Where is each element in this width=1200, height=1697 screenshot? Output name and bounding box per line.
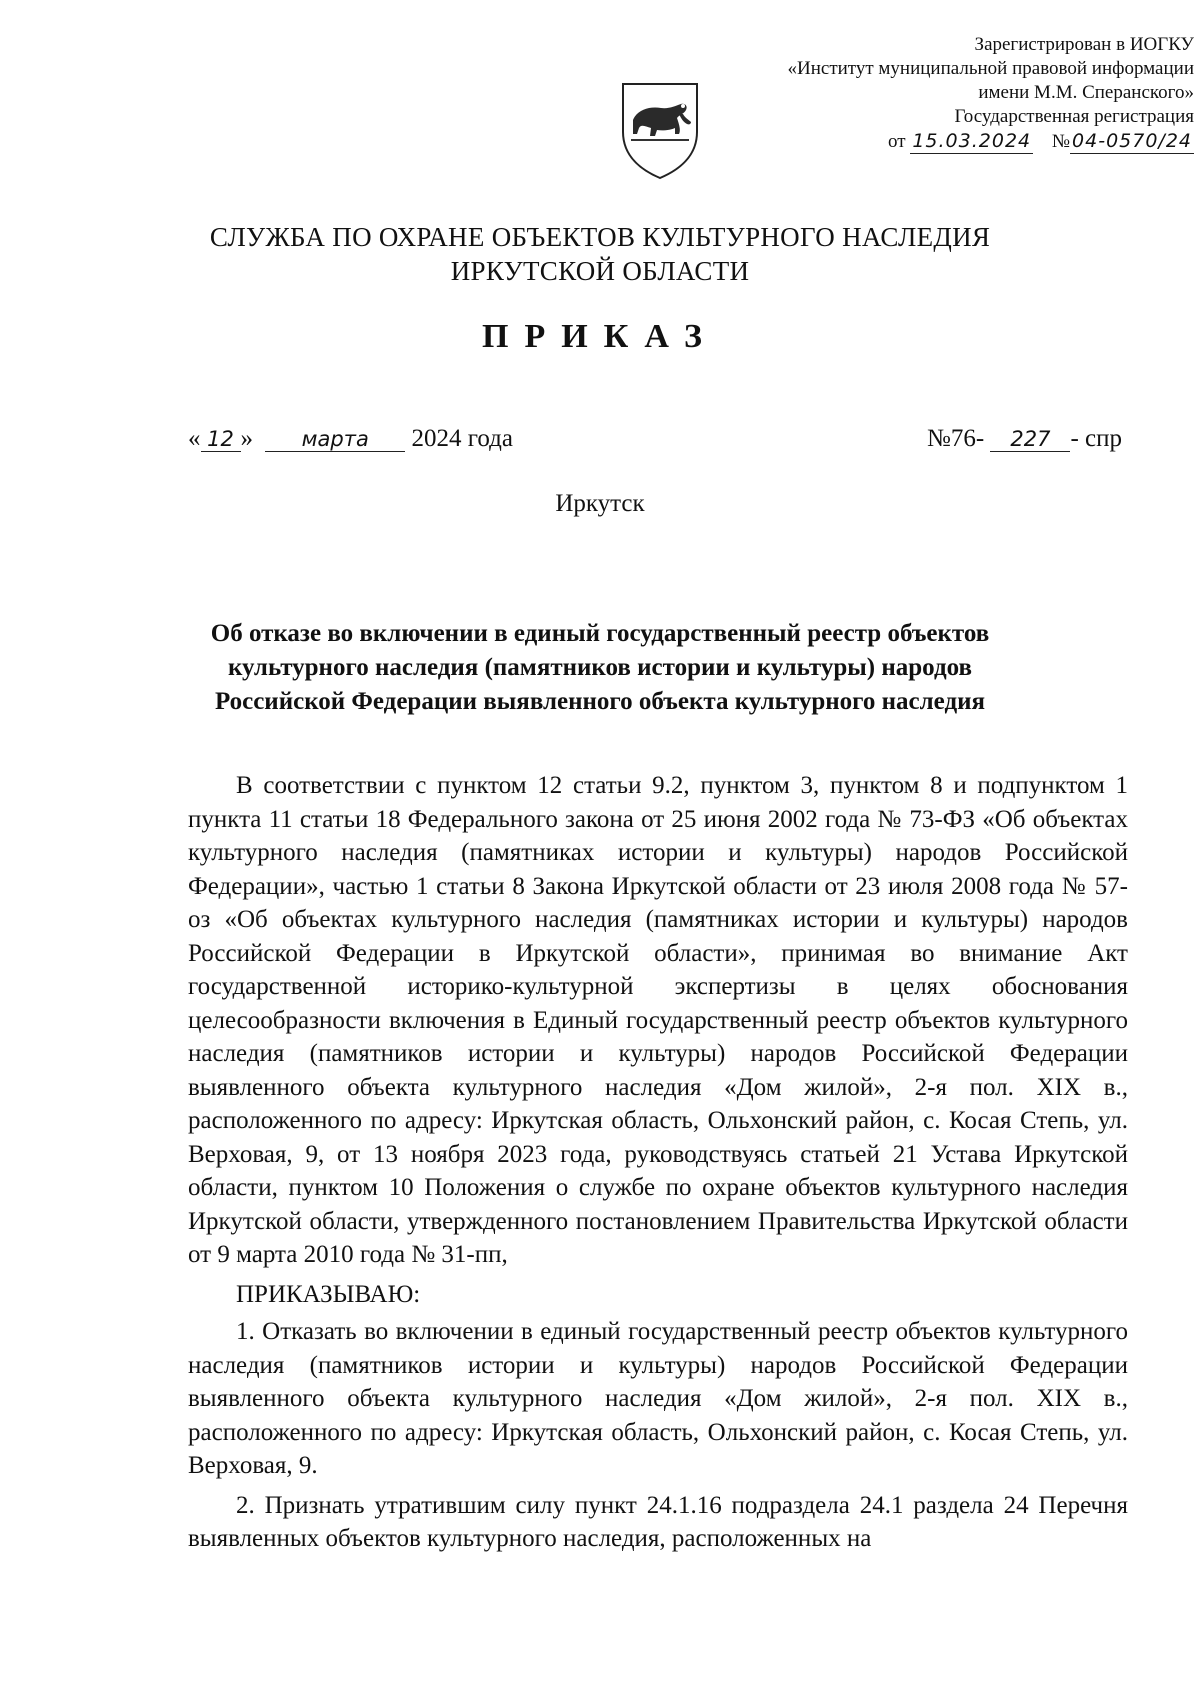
order-body xyxy=(188,769,1128,1556)
registration-line-1: Зарегистрирован в ИОГКУ xyxy=(974,34,1194,55)
document-type-title: ПРИКАЗ xyxy=(482,318,718,355)
organization-name xyxy=(0,220,1200,288)
organization-line-1: СЛУЖБА ПО ОХРАНЕ ОБЪЕКТОВ КУЛЬТУРНОГО НАСЛЕДИЯ xyxy=(209,222,991,252)
order-number xyxy=(927,425,1122,453)
registration-line-4: Государственная регистрация xyxy=(954,106,1194,127)
order-date: « 12 » марта 2024 года xyxy=(188,425,513,452)
order-number-suffix: - спр xyxy=(1070,425,1122,452)
registration-date-line xyxy=(674,129,1194,154)
organization-line-2: ИРКУТСКОЙ ОБЛАСТИ xyxy=(450,256,750,286)
command-word: ПРИКАЗЫВАЮ: xyxy=(236,1280,421,1308)
registration-number: 04-0570/24 xyxy=(1072,130,1192,152)
order-year: 2024 года xyxy=(411,425,513,452)
registration-stamp xyxy=(674,33,1194,154)
order-item-1: 1. Отказать во включении в единый государственный реестр объектов культурного наследия (памятников истории и культуры) народов Российской Федерации выявленного объекта культурного наследия «Дом жилой», 2-я пол. XIX в., расположенного по адресу: Иркутская область, Ольхонский район, с. Косая Степь, ул. Верховая, 9. xyxy=(188,1318,1128,1479)
preamble-paragraph: В соответствии с пунктом 12 статьи 9.2, пунктом 3, пунктом 8 и подпунктом 1 пункта 11 статьи 18 Федерального закона от 25 июня 2002 года № 73-ФЗ «Об объектах культурного наследия (памятниках истории и культуры) народов Российской Федерации», частью 1 статьи 8 Закона Иркутской области от 23 июля 2008 года № 57-оз «Об объектах культурного наследия (памятниках истории и культуры) народов Российской Федерации в Иркутской области», принимая во внимание Акт государственной историко-культурной экспертизы в целях обоснования целесообразности включения в Единый государственный реестр объектов культурного наследия (памятников истории и культуры) народов Российской Федерации выявленного объекта культурного наследия «Дом жилой», 2-я пол. XIX в., расположенного по адресу: Иркутская область, Ольхонский район, с. Косая Степь, ул. Верховая, 9, от 13 ноября 2023 года, руководствуясь статьей 21 Устава Иркутской области, пунктом 10 Положения о службе по охране объектов культурного наследия Иркутской области, утвержденного постановлением Правительства Иркутской области от 9 марта 2010 года № 31-пп, xyxy=(188,772,1128,1268)
order-city: Иркутск xyxy=(555,490,645,517)
registration-number-label: № xyxy=(1051,131,1071,152)
order-number-prefix: №76- xyxy=(927,425,985,452)
registration-from-label: от xyxy=(888,131,906,152)
order-day: 12 xyxy=(201,427,241,452)
order-item-2: 2. Признать утратившим силу пункт 24.1.16 подраздела 24.1 раздела 24 Перечня выявленных объектов культурного наследия, расположенных на xyxy=(188,1491,1128,1552)
registration-line-2: «Институт муниципальной правовой информации xyxy=(787,58,1194,79)
order-subject: Об отказе во включении в единый государственный реестр объектов культурного наследия (памятников истории и культуры) народов Российской Федерации выявленного объекта культурного наследия xyxy=(210,620,990,715)
order-number-handwritten: 227 xyxy=(990,427,1070,452)
order-month: марта xyxy=(265,427,405,452)
registration-line-3: имени М.М. Сперанского» xyxy=(978,82,1194,103)
registration-date: 15.03.2024 xyxy=(912,130,1032,152)
